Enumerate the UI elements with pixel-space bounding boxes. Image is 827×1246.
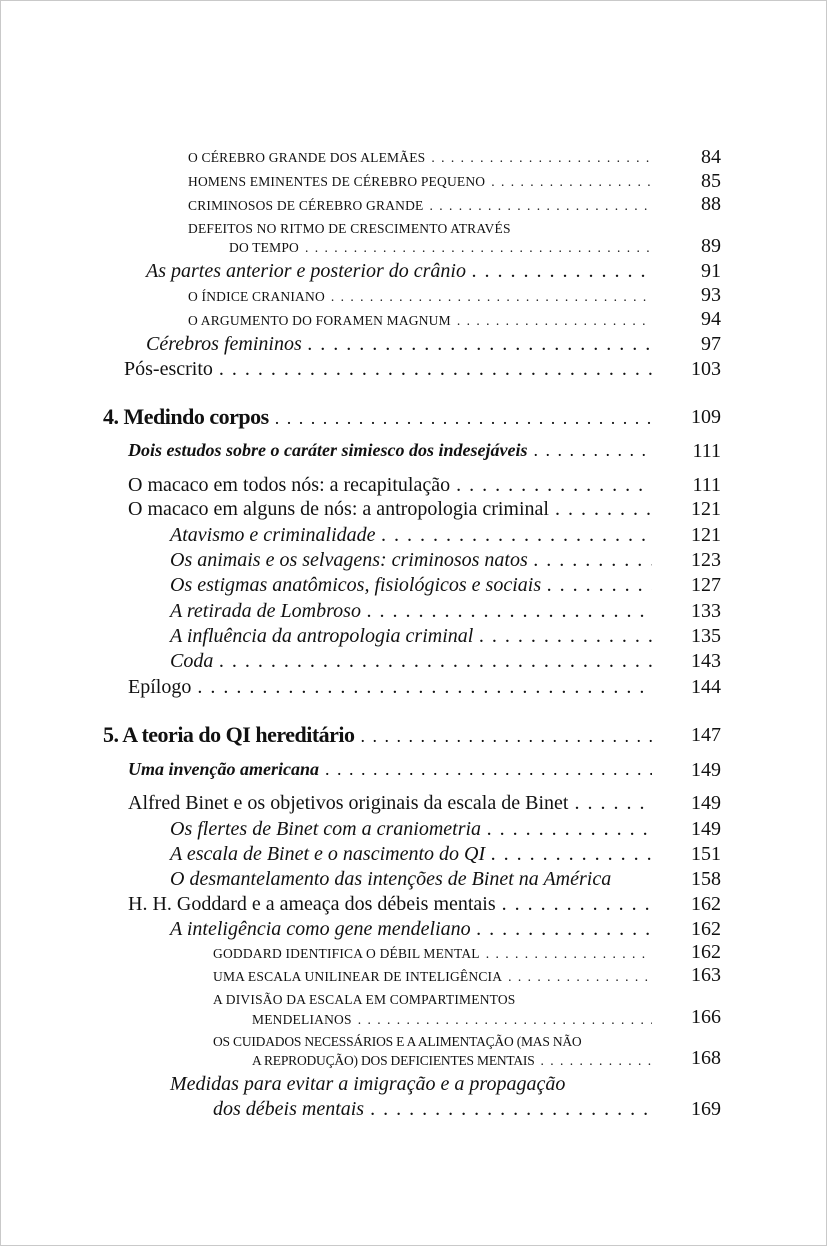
entry-page: 162 <box>691 941 721 963</box>
leader-dots <box>275 408 652 429</box>
chapter-heading <box>103 404 656 430</box>
entry-page: 162 <box>691 918 721 940</box>
section-heading <box>128 440 656 461</box>
leader-dots <box>219 358 652 381</box>
entry-title: Epílogo <box>128 676 192 698</box>
entry-page: 147 <box>691 724 721 746</box>
toc-entry <box>128 792 656 815</box>
leader-dots <box>219 650 652 673</box>
toc-entry <box>124 358 656 381</box>
entry-page: 169 <box>691 1098 721 1120</box>
toc-entry <box>188 313 656 329</box>
chapter-heading <box>103 722 656 748</box>
entry-title: Os animais e os selvagens: criminosos natos <box>170 549 528 571</box>
entry-title: OS CUIDADOS NECESSÁRIOS E A ALIMENTAÇÃO (MAS NÃO <box>213 1034 582 1049</box>
entry-page: 133 <box>691 600 721 622</box>
entry-page: 89 <box>701 235 721 257</box>
leader-dots <box>361 726 652 747</box>
entry-title: Dois estudos sobre o caráter simiesco dos indesejáveis <box>128 440 528 460</box>
entry-page: 168 <box>691 1047 721 1069</box>
leader-dots <box>370 1098 652 1121</box>
entry-page: 123 <box>691 549 721 571</box>
entry-title-continued: dos débeis mentais <box>213 1098 365 1120</box>
entry-page: 121 <box>691 524 721 546</box>
entry-title: O macaco em alguns de nós: a antropologia criminal <box>128 498 549 520</box>
entry-title: Os estigmas anatômicos, fisiológicos e sociais <box>170 574 542 596</box>
entry-title: Medidas para evitar a imigração e a propagação <box>170 1073 566 1095</box>
leader-dots <box>479 625 652 648</box>
entry-title: O ARGUMENTO DO FORAMEN MAGNUM <box>188 313 451 328</box>
entry-page: 85 <box>701 170 721 192</box>
entry-title: Alfred Binet e os objetivos originais da escala de Binet <box>128 792 569 814</box>
entry-title: O CÉREBRO GRANDE DOS ALEMÃES <box>188 150 426 165</box>
leader-dots <box>533 440 652 461</box>
entry-title: Os flertes de Binet com a craniometria <box>170 818 482 840</box>
leader-dots <box>502 893 652 916</box>
entry-title: Cérebros femininos <box>146 333 302 355</box>
entry-page: 121 <box>691 498 721 520</box>
leader-dots <box>477 918 652 941</box>
leader-dots <box>491 843 652 866</box>
entry-page: 144 <box>691 676 721 698</box>
toc-entry <box>170 818 656 841</box>
toc-entry <box>170 549 656 572</box>
chapter-title: 4. Medindo corpos <box>103 404 269 429</box>
leader-dots <box>382 524 652 547</box>
entry-title: Pós-escrito <box>124 358 213 380</box>
toc-entry <box>252 1053 656 1069</box>
entry-title-continued: MENDELIANOS <box>252 1012 352 1027</box>
toc-entry <box>128 676 656 699</box>
entry-page: 94 <box>701 308 721 330</box>
entry-title: GODDARD IDENTIFICA O DÉBIL MENTAL <box>213 946 480 961</box>
toc-entry <box>170 843 656 866</box>
entry-title: A retirada de Lombroso <box>170 600 361 622</box>
entry-page: 143 <box>691 650 721 672</box>
entry-page: 88 <box>701 193 721 215</box>
leader-dots <box>508 969 652 985</box>
toc-entry <box>128 474 656 497</box>
toc-entry <box>170 918 656 941</box>
entry-title: A DIVISÃO DA ESCALA EM COMPARTIMENTOS <box>213 992 516 1007</box>
toc-entry <box>188 289 656 305</box>
entry-page: 149 <box>691 759 721 781</box>
leader-dots <box>305 240 652 256</box>
leader-dots <box>325 759 652 780</box>
entry-page: 162 <box>691 893 721 915</box>
leader-dots <box>430 198 653 214</box>
entry-title: Atavismo e criminalidade <box>170 524 376 546</box>
toc-entry <box>146 260 656 283</box>
entry-title: CRIMINOSOS DE CÉREBRO GRANDE <box>188 198 424 213</box>
leader-dots <box>541 1053 652 1069</box>
entry-title: Uma invenção americana <box>128 759 319 779</box>
entry-page: 158 <box>691 868 721 890</box>
entry-page: 91 <box>701 260 721 282</box>
toc-entry <box>213 1098 656 1121</box>
toc-entry <box>188 174 656 190</box>
toc-entry <box>146 333 656 356</box>
leader-dots <box>491 174 652 190</box>
toc-entry <box>188 198 656 214</box>
chapter-title: 5. A teoria do QI hereditário <box>103 722 355 747</box>
entry-page: 166 <box>691 1006 721 1028</box>
entry-title: A influência da antropologia criminal <box>170 625 474 647</box>
leader-dots <box>308 333 652 356</box>
entry-title: O desmantelamento das intenções de Binet na América <box>170 868 612 890</box>
entry-title: O ÍNDICE CRANIANO <box>188 289 325 304</box>
entry-title: O macaco em todos nós: a recapitulação <box>128 474 451 496</box>
toc-entry <box>188 150 656 166</box>
entry-title: A inteligência como gene mendeliano <box>170 918 471 940</box>
entry-page: 111 <box>692 474 721 496</box>
entry-page: 97 <box>701 333 721 355</box>
toc-entry <box>170 650 656 673</box>
entry-title: Coda <box>170 650 214 672</box>
entry-page: 109 <box>691 406 721 428</box>
entry-title: HOMENS EMINENTES DE CÉREBRO PEQUENO <box>188 174 486 189</box>
entry-title: H. H. Goddard e a ameaça dos débeis mentais <box>128 893 496 915</box>
entry-title: A escala de Binet e o nascimento do QI <box>170 843 486 865</box>
leader-dots <box>574 792 652 815</box>
entry-page: 84 <box>701 146 721 168</box>
leader-dots <box>534 549 652 572</box>
entry-title: DEFEITOS NO RITMO DE CRESCIMENTO ATRAVÉS <box>188 221 511 236</box>
leader-dots <box>331 289 652 305</box>
entry-title-continued: A REPRODUÇÃO) DOS DEFICIENTES MENTAIS <box>252 1053 535 1068</box>
entry-page: 111 <box>692 440 721 462</box>
entry-title: As partes anterior e posterior do crânio <box>146 260 466 282</box>
toc-entry <box>170 574 656 597</box>
toc-entry <box>213 946 656 962</box>
entry-page: 149 <box>691 792 721 814</box>
leader-dots <box>456 474 652 497</box>
toc-entry <box>170 524 656 547</box>
leader-dots <box>486 946 652 962</box>
entry-page: 103 <box>691 358 721 380</box>
entry-page: 163 <box>691 964 721 986</box>
toc-entry <box>229 240 656 256</box>
leader-dots <box>472 260 652 283</box>
entry-page: 93 <box>701 284 721 306</box>
entry-page: 135 <box>691 625 721 647</box>
leader-dots <box>197 676 652 699</box>
entry-page: 127 <box>691 574 721 596</box>
leader-dots <box>555 498 652 521</box>
toc-entry <box>128 498 656 521</box>
toc-entry <box>128 893 656 916</box>
entry-title-continued: DO TEMPO <box>229 240 299 255</box>
toc-entry <box>213 969 656 985</box>
entry-title: UMA ESCALA UNILINEAR DE INTELIGÊNCIA <box>213 969 503 984</box>
entry-page: 149 <box>691 818 721 840</box>
leader-dots <box>547 574 652 597</box>
leader-dots <box>431 150 652 166</box>
toc-entry <box>170 600 656 623</box>
toc-entry <box>252 1012 656 1028</box>
leader-dots <box>457 313 652 329</box>
section-heading <box>128 759 656 780</box>
leader-dots <box>358 1012 652 1028</box>
toc-entry <box>170 625 656 648</box>
leader-dots <box>367 600 652 623</box>
leader-dots <box>487 818 652 841</box>
entry-page: 151 <box>691 843 721 865</box>
